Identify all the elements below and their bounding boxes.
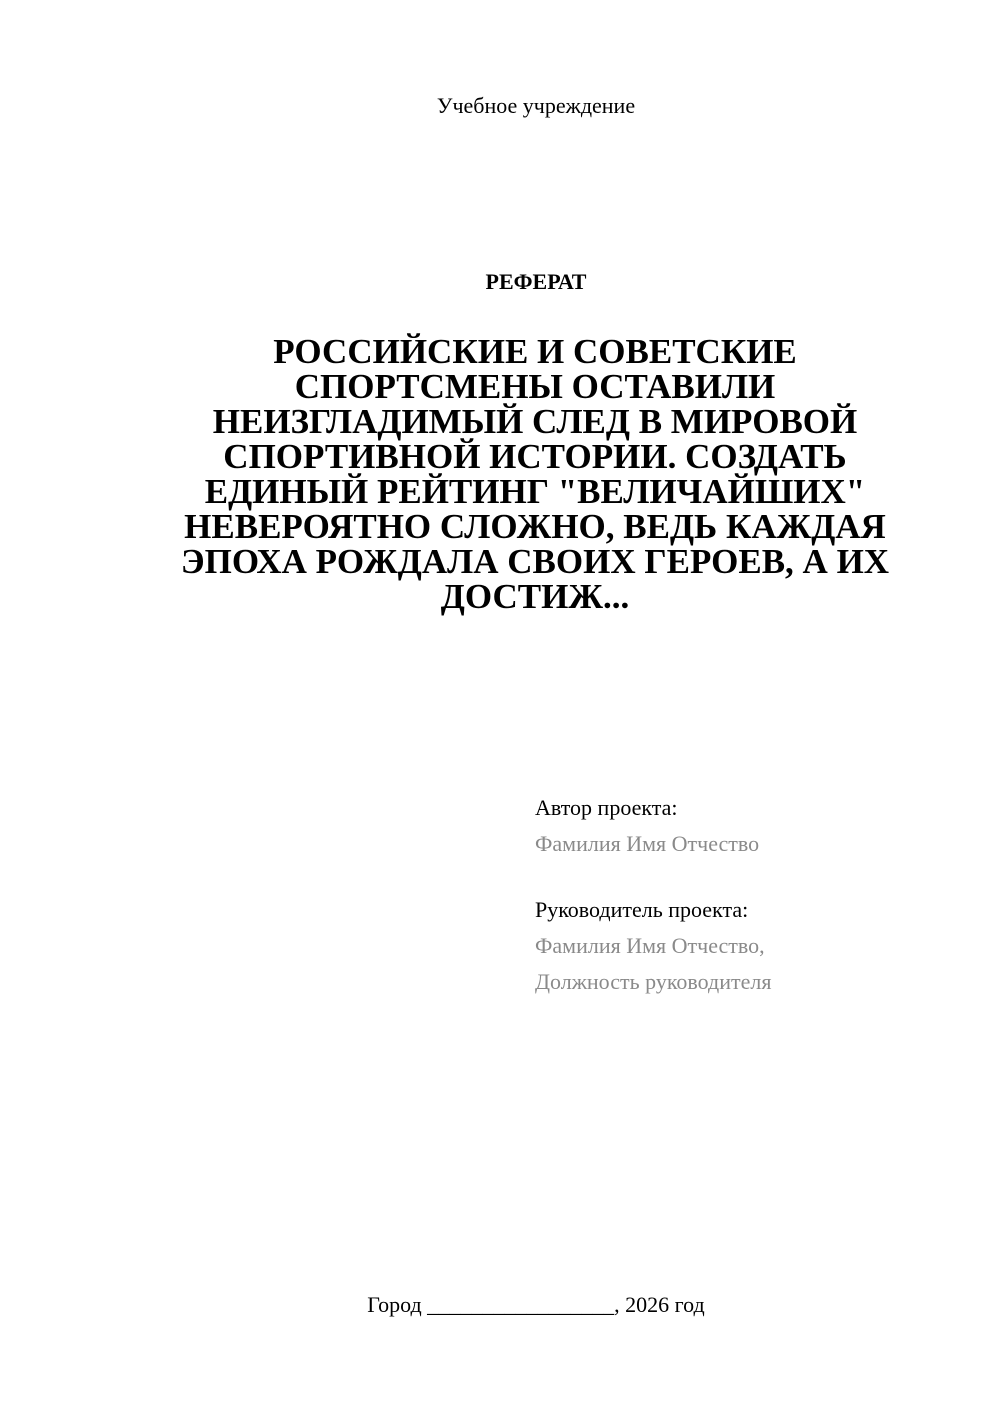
author-label: Автор проекта: (535, 795, 678, 820)
city-year-line: Город _________________, 2026 год (367, 1292, 705, 1317)
authors-block (535, 790, 975, 1000)
supervisor-position: Должность руководителя (535, 969, 772, 994)
author-name: Фамилия Имя Отчество (535, 831, 760, 856)
document-type: РЕФЕРАТ (485, 269, 587, 294)
supervisor-name: Фамилия Имя Отчество, (535, 933, 765, 958)
institution-name: Учебное учреждение (436, 93, 636, 118)
document-title: РОССИЙСКИЕ И СОВЕТСКИЕ СПОРТСМЕНЫ ОСТАВИЛИ НЕИЗГЛАДИМЫЙ СЛЕД В МИРОВОЙ СПОРТИВНОЙ ИСТОРИИ. СОЗДАТЬ ЕДИНЫЙ РЕЙТИНГ "ВЕЛИЧАЙШИХ" НЕВЕРОЯТНО СЛОЖНО, ВЕДЬ КАЖДАЯ ЭПОХА РОЖДАЛА СВОИХ ГЕРОЕВ, А ИХ ДОСТИЖ... (180, 332, 890, 616)
supervisor-label: Руководитель проекта: (535, 897, 749, 922)
spacer (535, 862, 975, 892)
